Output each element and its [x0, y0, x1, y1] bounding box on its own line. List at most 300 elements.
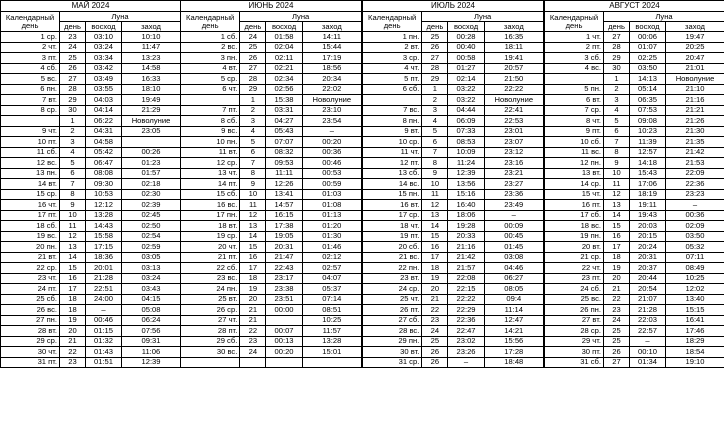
calendar-day-cell: 1 сб. — [181, 32, 240, 43]
moon-day-cell: 6 — [422, 137, 448, 148]
moonrise-cell: 10:09 — [448, 147, 484, 158]
moonset-cell: 21:29 — [122, 105, 181, 116]
moonset-cell: 01:08 — [302, 200, 361, 211]
calendar-day-cell: 13 сб. — [363, 168, 422, 179]
table-row — [1, 53, 181, 64]
table-row — [545, 273, 724, 284]
calendar-day-cell: 15 пн. — [363, 189, 422, 200]
moonrise-cell: 22:22 — [448, 294, 484, 305]
month-table — [544, 0, 724, 368]
moonset-cell: 23:54 — [302, 116, 361, 127]
calendar-day-cell: 1 пн. — [363, 32, 422, 43]
table-row — [545, 357, 724, 368]
moonset-header: заход — [484, 22, 543, 32]
table-row — [1, 200, 181, 211]
moonset-cell: 22:53 — [484, 116, 543, 127]
moonrise-cell: 21:47 — [266, 252, 302, 263]
moon-day-cell: 28 — [60, 84, 86, 95]
table-row — [1, 305, 181, 316]
moon-day-cell: 11 — [422, 189, 448, 200]
moonrise-cell: 20:33 — [448, 231, 484, 242]
moon-day-cell: 12 — [60, 231, 86, 242]
moonset-cell: 03:24 — [122, 273, 181, 284]
moon-day-cell: 27 — [240, 63, 266, 74]
moon-day-cell: 25 — [422, 336, 448, 347]
moon-day-cell: 1 — [240, 95, 266, 106]
calendar-day-cell: 26 пт. — [363, 305, 422, 316]
calendar-day-cell: 17 ср. — [363, 210, 422, 221]
table-row — [363, 42, 544, 53]
table-row — [545, 42, 724, 53]
calendar-day-cell: 24 ср. — [363, 284, 422, 295]
moonset-cell: 05:32 — [666, 242, 724, 253]
moon-day-cell: 5 — [60, 158, 86, 169]
calendar-day-cell: 21 вт. — [1, 252, 60, 263]
moonrise-cell: 00:07 — [266, 326, 302, 337]
moonrise-cell: 07:53 — [630, 105, 666, 116]
table-row — [545, 242, 724, 253]
calendar-day-cell: 30 пт. — [545, 347, 604, 358]
calendar-day-cell: 12 вс. — [1, 158, 60, 169]
calendar-day-cell: 15 ср. — [1, 189, 60, 200]
calendar-day-cell: 2 чт. — [1, 42, 60, 53]
table-row — [363, 95, 544, 106]
moonset-cell: 02:45 — [122, 210, 181, 221]
moon-day-cell: 14 — [60, 252, 86, 263]
moonrise-cell: 23:51 — [266, 294, 302, 305]
moonrise-cell: 00:20 — [266, 347, 302, 358]
month-title: МАЙ 2024 — [1, 1, 181, 12]
moonset-cell: 20:47 — [666, 53, 724, 64]
moonset-cell: 02:50 — [122, 221, 181, 232]
table-row — [545, 252, 724, 263]
calendar-day-cell: 12 пн. — [545, 158, 604, 169]
moon-day-cell: 17 — [604, 242, 630, 253]
moon-day-cell: 21 — [240, 305, 266, 316]
moon-day-cell: 23 — [60, 32, 86, 43]
moonrise-cell: 21:28 — [630, 305, 666, 316]
calendar-day-cell: 27 пн. — [1, 315, 60, 326]
calendar-day-cell: 28 вс. — [363, 326, 422, 337]
moonset-cell: 02:59 — [122, 242, 181, 253]
moon-day-cell: 11 — [60, 221, 86, 232]
calendar-day-cell: 29 сб. — [181, 336, 240, 347]
moon-day-cell: 3 — [604, 95, 630, 106]
moonset-cell: 22:02 — [302, 84, 361, 95]
calendar-day-cell: 6 пн. — [1, 84, 60, 95]
calendar-day-cell: 16 пт. — [545, 200, 604, 211]
moonrise-cell: 03:50 — [630, 63, 666, 74]
moonset-cell: – — [302, 126, 361, 137]
moonset-cell: 00:20 — [302, 137, 361, 148]
moonrise-cell: 09:53 — [266, 158, 302, 169]
calendar-day-cell: 28 пт. — [181, 326, 240, 337]
calendar-day-cell: 4 вт. — [181, 63, 240, 74]
moonset-cell: 18:29 — [666, 336, 724, 347]
moonset-cell: 01:30 — [302, 231, 361, 242]
moonset-cell: 11:14 — [484, 305, 543, 316]
moonset-cell: 00:59 — [302, 179, 361, 190]
moon-day-cell: 1 — [60, 116, 86, 127]
moonrise-cell: 23:26 — [448, 347, 484, 358]
moon-day-cell: 1 — [604, 74, 630, 85]
moonrise-cell: 14:57 — [266, 200, 302, 211]
moonrise-cell: 22:03 — [630, 315, 666, 326]
table-row — [545, 84, 724, 95]
moon-day-cell: 8 — [240, 168, 266, 179]
moon-day-cell: 5 — [604, 116, 630, 127]
calendar-day-cell: 17 пт. — [1, 210, 60, 221]
moon-day-cell: 4 — [60, 147, 86, 158]
moonrise-cell: 12:57 — [630, 147, 666, 158]
moon-header: Луна — [422, 12, 544, 22]
moonrise-cell: 21:07 — [630, 294, 666, 305]
month-title: ИЮЛЬ 2024 — [363, 1, 544, 12]
calendar-day-cell — [545, 74, 604, 85]
table-row — [1, 137, 181, 148]
table-row — [545, 200, 724, 211]
moon-day-cell: 16 — [60, 273, 86, 284]
moon-day-cell: 14 — [240, 231, 266, 242]
moonrise-cell: 01:58 — [266, 32, 302, 43]
calendar-day-cell: 11 вс. — [545, 147, 604, 158]
table-row — [181, 347, 362, 358]
moon-day-cell: 18 — [60, 294, 86, 305]
table-row — [545, 294, 724, 305]
calendar-day-cell: 6 вт. — [545, 95, 604, 106]
moonrise-cell: – — [448, 357, 484, 368]
moonrise-cell: 22:57 — [630, 326, 666, 337]
moonset-cell: 18:48 — [484, 357, 543, 368]
moonset-cell: 19:49 — [122, 95, 181, 106]
table-row — [545, 231, 724, 242]
calendar-day-cell: 27 вт. — [545, 315, 604, 326]
moon-day-cell: 9 — [240, 179, 266, 190]
moonset-cell: 19:47 — [666, 32, 724, 43]
table-row — [181, 147, 362, 158]
moon-day-cell: 9 — [604, 158, 630, 169]
moon-day-cell: 6 — [240, 147, 266, 158]
moonset-cell: 18:10 — [122, 84, 181, 95]
table-row — [545, 326, 724, 337]
moonrise-cell: 17:38 — [266, 221, 302, 232]
table-row — [363, 74, 544, 85]
moon-day-cell: 23 — [60, 357, 86, 368]
calendar-day-cell: 19 вс. — [1, 231, 60, 242]
calendar-day-cell: 26 вс. — [1, 305, 60, 316]
moonrise-cell: 04:14 — [86, 105, 122, 116]
moon-day-cell: 8 — [604, 147, 630, 158]
table-row — [181, 158, 362, 169]
moonset-cell: 19:41 — [484, 53, 543, 64]
moon-day-cell: 26 — [240, 53, 266, 64]
moonrise-cell: 14:18 — [630, 158, 666, 169]
moonrise-cell: – — [86, 305, 122, 316]
table-row — [545, 315, 724, 326]
moonrise-cell: 07:07 — [266, 137, 302, 148]
moonset-cell: 20:57 — [484, 63, 543, 74]
calendar-day-cell: 19 пн. — [545, 231, 604, 242]
moonrise-cell: 22:51 — [86, 284, 122, 295]
moonrise-cell: 17:15 — [86, 242, 122, 253]
table-row — [181, 315, 362, 326]
calendar-day-cell: 2 вт. — [363, 42, 422, 53]
moonrise-cell: 00:06 — [630, 32, 666, 43]
table-row — [545, 137, 724, 148]
moonrise-cell: 20:03 — [630, 221, 666, 232]
calendar-day-cell: 12 пт. — [363, 158, 422, 169]
moon-day-cell: 9 — [60, 200, 86, 211]
moon-day-cell: 7 — [60, 179, 86, 190]
moon-day-cell: 25 — [604, 326, 630, 337]
moonset-cell: 23:49 — [484, 200, 543, 211]
moonset-cell: 05:08 — [122, 305, 181, 316]
moonrise-cell: 02:11 — [266, 53, 302, 64]
calendar-day-cell: 25 вт. — [181, 294, 240, 305]
table-row — [363, 326, 544, 337]
moonrise-cell: 02:25 — [630, 53, 666, 64]
moonset-cell: 05:37 — [302, 284, 361, 295]
moon-day-cell: 7 — [422, 147, 448, 158]
moonrise-cell: 05:42 — [86, 147, 122, 158]
moonrise-cell: 04:27 — [266, 116, 302, 127]
moon-day-cell: 13 — [422, 210, 448, 221]
table-row — [1, 263, 181, 274]
moon-day-cell: 2 — [240, 105, 266, 116]
moon-day-cell: 3 — [422, 105, 448, 116]
moonrise-cell: 01:07 — [630, 42, 666, 53]
moon-day-cell: 28 — [604, 42, 630, 53]
moonset-cell: 07:56 — [122, 326, 181, 337]
moonrise-cell: 06:35 — [630, 95, 666, 106]
table-row — [363, 189, 544, 200]
moonrise-cell: 04:03 — [86, 95, 122, 106]
moonset-cell: 17:46 — [666, 326, 724, 337]
calendar-day-cell: 22 пн. — [363, 263, 422, 274]
table-row — [1, 347, 181, 358]
moonrise-cell: 02:14 — [448, 74, 484, 85]
moonset-cell: 21:35 — [666, 137, 724, 148]
table-row — [181, 263, 362, 274]
table-row — [545, 32, 724, 43]
moonset-cell: 09:31 — [122, 336, 181, 347]
table-row — [181, 284, 362, 295]
moon-day-cell: 20 — [604, 273, 630, 284]
moonset-cell: 06:24 — [122, 315, 181, 326]
calendar-day-cell: 7 пт. — [181, 105, 240, 116]
table-row — [363, 284, 544, 295]
moon-day-cell: 5 — [422, 126, 448, 137]
moonrise-cell: 01:27 — [448, 63, 484, 74]
moonset-cell: 18:11 — [484, 42, 543, 53]
table-row — [1, 63, 181, 74]
moonset-cell: 01:03 — [302, 189, 361, 200]
table-row — [1, 294, 181, 305]
calendar-day-cell: 28 вт. — [1, 326, 60, 337]
moon-day-cell: 28 — [422, 63, 448, 74]
calendar-day-cell — [181, 95, 240, 106]
table-row — [545, 179, 724, 190]
moonrise-cell: 18:36 — [86, 252, 122, 263]
calendar-day-cell: 26 ср. — [181, 305, 240, 316]
moon-day-cell: 22 — [240, 326, 266, 337]
moon-day-cell: 4 — [240, 126, 266, 137]
moonset-cell: 03:13 — [122, 263, 181, 274]
moonrise-cell: 01:43 — [86, 347, 122, 358]
moon-day-cell: 21 — [604, 284, 630, 295]
moonrise-cell: 14:13 — [630, 74, 666, 85]
calendar-day-cell: 11 вт. — [181, 147, 240, 158]
moonrise-cell: 20:15 — [630, 231, 666, 242]
table-row — [545, 284, 724, 295]
calendar-day-cell: 1 чт. — [545, 32, 604, 43]
calendar-day-cell: 29 пн. — [363, 336, 422, 347]
moon-day-header: день — [60, 22, 86, 32]
moonrise-cell: 01:34 — [630, 357, 666, 368]
moonset-cell: 04:15 — [122, 294, 181, 305]
moonset-cell: 15:56 — [484, 336, 543, 347]
moonrise-cell: 18:19 — [630, 189, 666, 200]
moon-day-cell: 18 — [240, 273, 266, 284]
calendar-day-header: Календарный день — [181, 12, 240, 32]
table-row — [545, 147, 724, 158]
moonset-cell: 11:47 — [122, 42, 181, 53]
moonset-cell: 22:22 — [484, 84, 543, 95]
table-row — [363, 263, 544, 274]
moonrise-cell: 03:24 — [86, 42, 122, 53]
moonset-cell: 00:46 — [302, 158, 361, 169]
calendar-day-cell: 19 ср. — [181, 231, 240, 242]
moon-day-cell: 6 — [604, 126, 630, 137]
moonrise-cell: 22:47 — [448, 326, 484, 337]
moonset-cell: 20:25 — [666, 42, 724, 53]
moonrise-cell: 11:24 — [448, 158, 484, 169]
moon-day-cell: 11 — [240, 200, 266, 211]
moon-day-cell: 15 — [422, 231, 448, 242]
calendar-day-cell — [181, 357, 240, 368]
moon-day-cell: 7 — [604, 137, 630, 148]
table-row — [363, 357, 544, 368]
moonset-cell: 19:10 — [666, 357, 724, 368]
calendar-day-cell: 10 пн. — [181, 137, 240, 148]
moonset-cell: 21:30 — [666, 126, 724, 137]
moonset-cell: 04:46 — [484, 263, 543, 274]
moon-day-cell: 29 — [604, 53, 630, 64]
moon-day-cell: 3 — [60, 137, 86, 148]
moon-day-cell: 10 — [60, 210, 86, 221]
moonset-cell: Новолуние — [302, 95, 361, 106]
moonset-cell: 15:44 — [302, 42, 361, 53]
calendar-day-cell — [363, 95, 422, 106]
calendar-day-cell: 9 чт. — [1, 126, 60, 137]
calendar-day-cell: 28 ср. — [545, 326, 604, 337]
table-row — [1, 221, 181, 232]
moonset-cell — [122, 137, 181, 148]
moonrise-cell: 12:39 — [448, 168, 484, 179]
moon-day-cell: 4 — [422, 116, 448, 127]
table-row — [181, 221, 362, 232]
moonset-cell: 21:21 — [666, 105, 724, 116]
calendar-day-cell: 30 вс. — [181, 347, 240, 358]
moonset-cell: 07:14 — [302, 294, 361, 305]
moonset-cell: 15:01 — [302, 347, 361, 358]
moon-day-header: день — [604, 22, 630, 32]
moon-day-cell: 29 — [60, 95, 86, 106]
table-row — [1, 284, 181, 295]
moonrise-cell: 14:43 — [86, 221, 122, 232]
moon-day-cell: 17 — [240, 263, 266, 274]
table-row — [181, 294, 362, 305]
calendar-day-cell: 20 пн. — [1, 242, 60, 253]
calendar-day-header: Календарный день — [1, 12, 60, 32]
moon-day-cell: 27 — [604, 357, 630, 368]
moonset-cell: 02:30 — [122, 189, 181, 200]
calendar-day-cell: 11 чт. — [363, 147, 422, 158]
table-row — [1, 252, 181, 263]
moon-header: Луна — [240, 12, 362, 22]
moonrise-header: восход — [266, 22, 302, 32]
moonrise-cell: 17:06 — [630, 179, 666, 190]
calendar-day-cell: 15 чт. — [545, 189, 604, 200]
table-row — [181, 42, 362, 53]
moonrise-cell: 20:24 — [630, 242, 666, 253]
moonrise-cell — [266, 315, 302, 326]
moonrise-cell: 23:02 — [448, 336, 484, 347]
calendar-day-cell: 16 вс. — [181, 200, 240, 211]
month-title: АВГУСТ 2024 — [545, 1, 724, 12]
table-row — [181, 200, 362, 211]
calendar-day-cell: 5 ср. — [181, 74, 240, 85]
moonset-cell: 00:09 — [484, 221, 543, 232]
moon-day-cell: 23 — [240, 336, 266, 347]
moon-day-cell: 10 — [604, 168, 630, 179]
table-row — [181, 84, 362, 95]
table-row — [363, 147, 544, 158]
moonset-cell: 00:36 — [666, 210, 724, 221]
moonrise-cell: 23:17 — [266, 273, 302, 284]
moonrise-cell: 12:26 — [266, 179, 302, 190]
moonset-cell: Новолуние — [122, 116, 181, 127]
moonset-header: заход — [302, 22, 361, 32]
calendar-day-cell: 23 вт. — [363, 273, 422, 284]
moonrise-cell: 04:31 — [86, 126, 122, 137]
calendar-day-cell: 30 вт. — [363, 347, 422, 358]
moonset-cell: 02:39 — [122, 200, 181, 211]
moonrise-cell: 00:00 — [266, 305, 302, 316]
moonset-cell: 00:53 — [302, 168, 361, 179]
moonrise-cell: 19:05 — [266, 231, 302, 242]
moonrise-cell: 00:13 — [266, 336, 302, 347]
table-row — [363, 116, 544, 127]
table-row — [545, 336, 724, 347]
moonset-cell: 23:01 — [484, 126, 543, 137]
moonrise-cell: 09:08 — [630, 116, 666, 127]
moon-day-cell: 12 — [604, 189, 630, 200]
calendar-day-header: Календарный день — [363, 12, 422, 32]
moonrise-cell: 23:38 — [266, 284, 302, 295]
table-row — [545, 116, 724, 127]
moon-header: Луна — [604, 12, 724, 22]
table-row — [181, 53, 362, 64]
table-row — [1, 357, 181, 368]
moonrise-header: восход — [630, 22, 666, 32]
moon-day-cell: 23 — [422, 315, 448, 326]
table-row — [181, 137, 362, 148]
moonrise-cell: 22:43 — [266, 263, 302, 274]
table-row — [181, 357, 362, 368]
table-row — [545, 74, 724, 85]
moonrise-cell: 15:43 — [630, 168, 666, 179]
